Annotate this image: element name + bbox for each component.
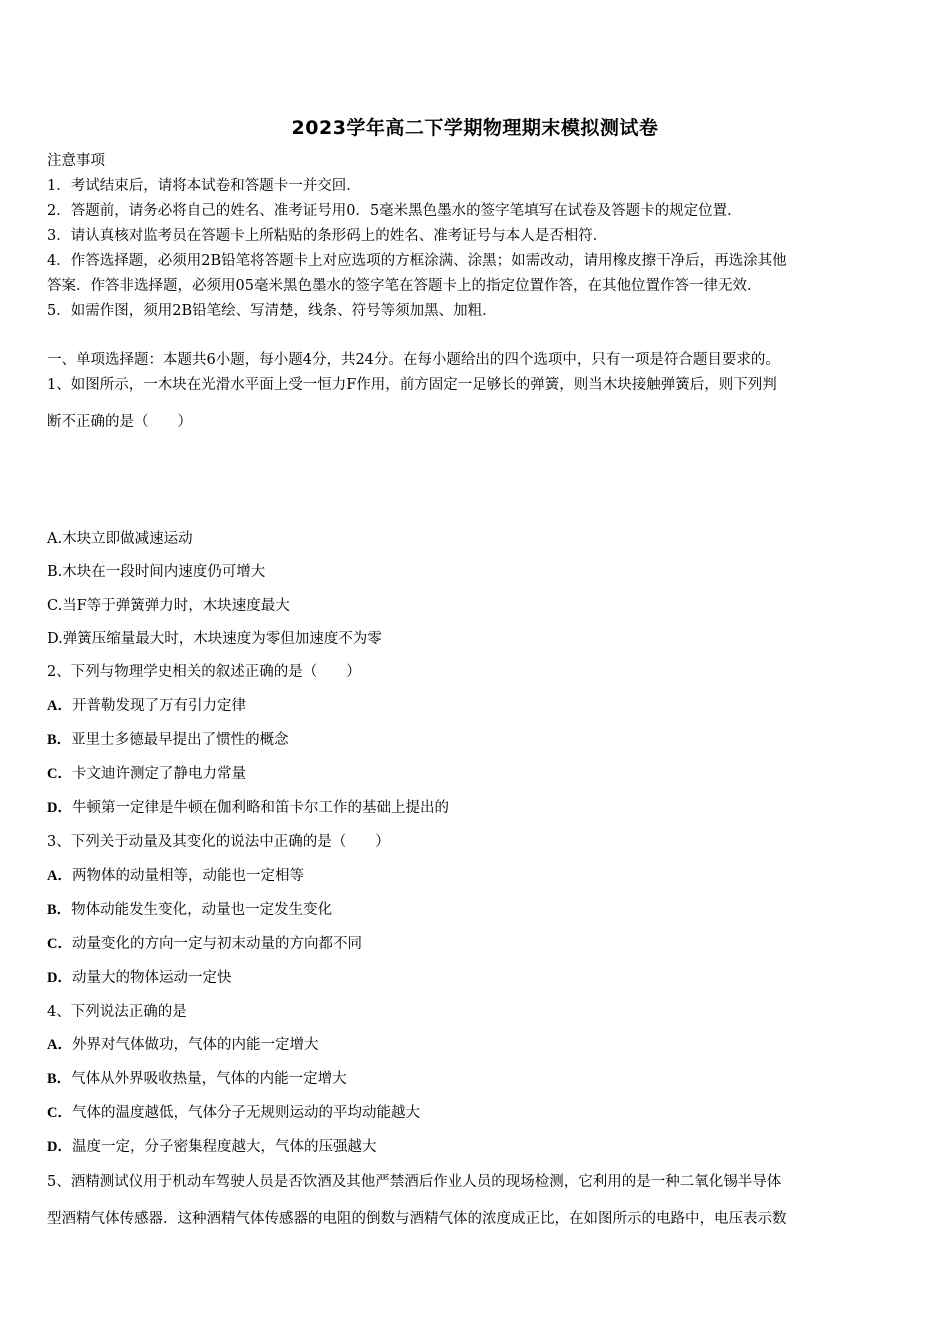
option-item: [47, 968, 231, 988]
option-letter: D．: [47, 1139, 72, 1155]
option-text: 动量变化的方向一定与初末动量的方向都不同: [71, 936, 362, 952]
option-text: 亚里士多德最早提出了惯性的概念: [71, 732, 289, 748]
option-item: [47, 934, 362, 954]
option-letter: B.: [47, 564, 63, 580]
option-letter: D．: [47, 970, 72, 986]
option-text: 外界对气体做功，气体的内能一定增大: [71, 1037, 319, 1053]
question-stem: 5、酒精测试仪用于机动车驾驶人员是否饮酒及其他严禁酒后作业人员的现场检测，它利用的是一种二氧化锡半导体: [47, 1174, 782, 1190]
question-stem: 1、如图所示，一木块在光滑水平面上受一恒力F作用，前方固定一足够长的弹簧，则当木块接触弹簧后，则下列判: [47, 377, 777, 393]
option-text: 气体的温度越低，气体分子无规则运动的平均动能越大: [71, 1105, 420, 1121]
option-text: 牛顿第一定律是牛顿在伽利略和笛卡尔工作的基础上提出的: [71, 800, 449, 816]
option-item: [47, 866, 304, 886]
option-letter: A．: [47, 868, 72, 884]
option-item: [47, 1137, 376, 1157]
notice-item: 5．如需作图，须用2B铅笔绘、写清楚，线条、符号等须加黑、加粗．: [47, 303, 497, 319]
question-stem: 3、下列关于动量及其变化的说法中正确的是（ ）: [47, 834, 390, 850]
option-text: 物体动能发生变化，动量也一定发生变化: [71, 902, 333, 918]
option-letter: A.: [47, 531, 63, 547]
option-letter: C.: [47, 598, 63, 614]
option-item: [47, 1103, 420, 1123]
option-item: [47, 730, 289, 750]
section-heading: 一、单项选择题：本题共6小题，每小题4分，共24分。在每小题给出的四个选项中，只有一项是符合题目要求的。: [47, 352, 780, 368]
option-text: 温度一定，分子密集程度越大，气体的压强越大: [71, 1139, 377, 1155]
notice-item: 2．答题前，请务必将自己的姓名、准考证号用0．5毫米黑色墨水的签字笔填写在试卷及答题卡的规定位置．: [47, 203, 742, 219]
notice-item: 3．请认真核对监考员在答题卡上所粘贴的条形码上的姓名、准考证号与本人是否相符．: [47, 228, 608, 244]
option-item: [47, 562, 265, 582]
option-letter: A．: [47, 698, 72, 714]
option-letter: C．: [47, 1105, 72, 1121]
option-item: [47, 529, 193, 549]
option-letter: A．: [47, 1037, 72, 1053]
option-text: 木块在一段时间内速度仍可增大: [62, 564, 266, 580]
notice-item: 1．考试结束后，请将本试卷和答题卡一并交回．: [47, 178, 361, 194]
page-title: 2023学年高二下学期物理期末模拟测试卷: [291, 117, 659, 139]
option-text: 当F等于弹簧弹力时，木块速度最大: [62, 598, 290, 614]
option-item: [47, 1069, 347, 1089]
notice-heading: 注意事项: [47, 153, 105, 169]
question-stem: 4、下列说法正确的是: [47, 1004, 187, 1020]
option-text: 弹簧压缩量最大时，木块速度为零但加速度不为零: [62, 631, 382, 647]
option-item: [47, 798, 449, 818]
option-text: 气体从外界吸收热量，气体的内能一定增大: [71, 1071, 347, 1087]
option-text: 开普勒发现了万有引力定律: [71, 698, 246, 714]
notice-item: 4．作答选择题，必须用2B铅笔将答题卡上对应选项的方框涂满、涂黑；如需改动，请用橡皮擦干净后，再选涂其他: [47, 253, 787, 269]
option-letter: D．: [47, 800, 72, 816]
question-stem: 2、下列与物理学史相关的叙述正确的是（ ）: [47, 664, 361, 680]
option-text: 卡文迪许测定了静电力常量: [71, 766, 246, 782]
option-letter: B．: [47, 1071, 72, 1087]
option-letter: B．: [47, 732, 72, 748]
option-letter: C．: [47, 936, 72, 952]
option-letter: C．: [47, 766, 72, 782]
option-item: [47, 596, 290, 616]
option-item: [47, 900, 332, 920]
option-text: 动量大的物体运动一定快: [71, 970, 232, 986]
question-stem: 型酒精气体传感器．这种酒精气体传感器的电阻的倒数与酒精气体的浓度成正比，在如图所示的电路中，电压表示数: [47, 1211, 787, 1227]
option-item: [47, 696, 246, 716]
question-stem: 断不正确的是（ ）: [47, 414, 192, 430]
option-text: 木块立即做减速运动: [62, 531, 193, 547]
option-text: 两物体的动量相等，动能也一定相等: [71, 868, 304, 884]
notice-item: 答案．作答非选择题，必须用05毫米黑色墨水的签字笔在答题卡上的指定位置作答，在其他位置作答一律无效．: [47, 278, 762, 294]
option-letter: B．: [47, 902, 72, 918]
option-item: [47, 629, 382, 649]
option-letter: D.: [47, 631, 63, 647]
option-item: [47, 764, 246, 784]
option-item: [47, 1035, 318, 1055]
